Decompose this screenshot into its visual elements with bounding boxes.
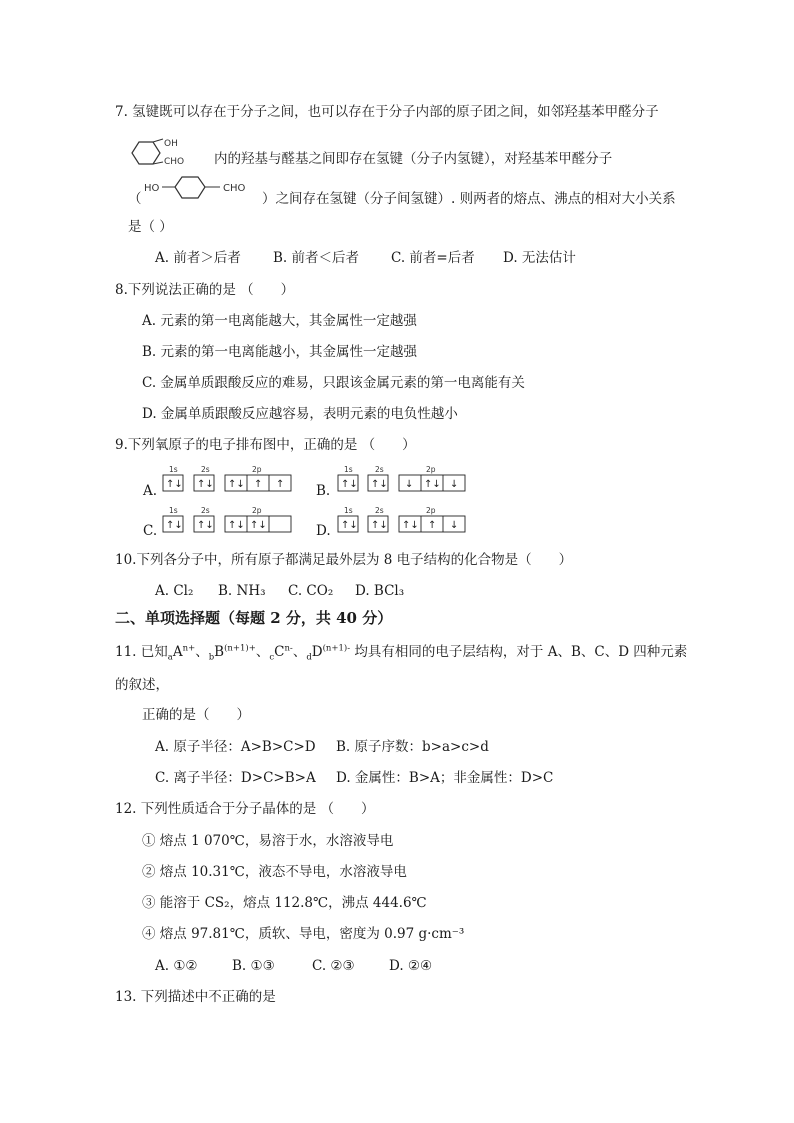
- q7-option-c: C. 前者=后者: [391, 250, 475, 266]
- q9-label-d: D.: [316, 523, 331, 539]
- svg-text:2p: 2p: [252, 506, 262, 515]
- q9-label-a: A.: [143, 483, 158, 499]
- q9-stem: 9.下列氧原子的电子排布图中，正确的是 （ ）: [115, 437, 416, 453]
- svg-text:↑↓: ↑↓: [424, 479, 441, 490]
- svg-text:↑↓: ↑↓: [197, 479, 214, 490]
- ortho-oh-label: OH: [164, 139, 178, 149]
- svg-text:↓: ↓: [405, 479, 414, 490]
- q10-option-b: B. NH₃: [218, 583, 266, 599]
- q9-label-b: B.: [316, 483, 331, 499]
- svg-text:↑↓: ↑↓: [371, 479, 388, 490]
- q8-option-d: D. 金属单质跟酸反应越容易，表明元素的电负性越小: [142, 406, 458, 422]
- svg-text:↑↓: ↑↓: [228, 520, 245, 531]
- svg-text:↑↓: ↑↓: [197, 520, 214, 531]
- svg-text:↑↓: ↑↓: [341, 520, 358, 531]
- q11-option-d: D. 金属性：B>A；非金属性：D>C: [336, 770, 554, 786]
- q12-option-d: D. ②④: [389, 958, 433, 974]
- svg-text:↑↓: ↑↓: [166, 479, 183, 490]
- q10-stem: 10.下列各分子中，所有原子都满足最外层为 8 电子结构的化合物是（ ）: [115, 552, 573, 568]
- svg-text:2p: 2p: [426, 465, 436, 474]
- q12-item-3: ③ 能溶于 CS₂，熔点 112.8℃，沸点 444.6℃: [142, 895, 427, 911]
- svg-text:2s: 2s: [201, 506, 210, 515]
- svg-text:↑: ↑: [428, 520, 437, 531]
- q7-option-d: D. 无法估计: [503, 250, 576, 266]
- svg-text:↑↓: ↑↓: [341, 479, 358, 490]
- q10-option-a: A. Cl₂: [155, 583, 194, 599]
- q8-option-c: C. 金属单质跟酸反应的难易，只跟该金属元素的第一电离能有关: [142, 375, 525, 391]
- section-heading: 二、单项选择题（每题 2 分，共 40 分）: [115, 609, 393, 627]
- q9-orbital-diagram-a: [160, 464, 295, 500]
- svg-text:1s: 1s: [169, 465, 178, 474]
- q11-option-b: B. 原子序数：b>a>c>d: [336, 739, 489, 755]
- svg-text:↓: ↓: [450, 479, 459, 490]
- q10-option-c: C. CO₂: [288, 583, 334, 599]
- q12-option-a: A. ①②: [155, 958, 198, 974]
- q12-item-4: ④ 熔点 97.81℃，质软、导电，密度为 0.97 g·cm⁻³: [142, 926, 465, 942]
- q11-line3: 正确的是（ ）: [142, 707, 250, 723]
- q12-option-b: B. ①③: [232, 958, 275, 974]
- para-ho-label: HO: [144, 183, 160, 194]
- q11-line2: 的叙述，: [115, 677, 169, 693]
- svg-text:↑↓: ↑↓: [228, 479, 245, 490]
- svg-text:2p: 2p: [426, 506, 436, 515]
- svg-text:1s: 1s: [344, 465, 353, 474]
- q9-orbital-diagram-c: [160, 505, 295, 541]
- q13-stem: 13. 下列描述中不正确的是: [115, 989, 276, 1005]
- q7-option-a: A. 前者＞后者: [155, 250, 241, 266]
- svg-text:2s: 2s: [375, 465, 384, 474]
- svg-text:2s: 2s: [375, 506, 384, 515]
- q12-item-1: ① 熔点 1 070℃，易溶于水，水溶液导电: [142, 833, 394, 849]
- para-cho-label: CHO: [223, 183, 246, 194]
- para-hydroxybenzaldehyde-structure: [140, 174, 262, 204]
- q8-option-b: B. 元素的第一电离能越小，其金属性一定越强: [142, 344, 418, 360]
- svg-text:↓: ↓: [450, 520, 459, 531]
- svg-text:↑: ↑: [276, 479, 285, 490]
- q9-label-c: C.: [143, 523, 158, 539]
- svg-text:↑↓: ↑↓: [402, 520, 419, 531]
- svg-text:↑↓: ↑↓: [250, 520, 267, 531]
- q7-line1: 7. 氢键既可以存在于分子之间，也可以存在于分子内部的原子团之间，如邻羟基苯甲醛分子: [115, 104, 659, 120]
- svg-text:2p: 2p: [252, 465, 262, 474]
- q7-line2: 内的羟基与醛基之间即存在氢键（分子内氢键），对羟基苯甲醛分子: [214, 151, 613, 167]
- q12-option-c: C. ②③: [312, 958, 355, 974]
- q11-line1: 11. 已知$_aA^{n+}$、$_bB^{(n+1)+}$、$_cC^{n-}$、$_dD^{(n+1)-}$ 均具有相同的电子层结构，对于 A、B、C、D 四种元素: [115, 643, 688, 663]
- q12-item-2: ② 熔点 10.31℃，液态不导电，水溶液导电: [142, 864, 407, 880]
- ortho-hydroxybenzaldehyde-structure: [126, 136, 196, 170]
- q7-line3: ）之间存在氢键（分子间氢键）. 则两者的熔点、沸点的相对大小关系: [262, 191, 676, 207]
- svg-text:↑↓: ↑↓: [166, 520, 183, 531]
- q9-orbital-diagram-b: [335, 464, 470, 500]
- svg-text:2s: 2s: [201, 465, 210, 474]
- ortho-cho-label: CHO: [164, 157, 185, 167]
- svg-text:1s: 1s: [169, 506, 178, 515]
- q8-stem: 8.下列说法正确的是 （ ）: [115, 282, 295, 298]
- svg-text:↑↓: ↑↓: [371, 520, 388, 531]
- svg-text:1s: 1s: [344, 506, 353, 515]
- q11-option-a: A. 原子半径：A>B>C>D: [155, 739, 316, 755]
- q7-option-b: B. 前者＜后者: [273, 250, 360, 266]
- q7-open-paren: （: [128, 191, 142, 207]
- q10-option-d: D. BCl₃: [355, 583, 405, 599]
- q9-orbital-diagram-d: [335, 505, 470, 541]
- q7-line4: 是（ ）: [128, 219, 173, 235]
- q12-stem: 12. 下列性质适合于分子晶体的是 （ ）: [115, 801, 375, 817]
- q11-option-c: C. 离子半径：D>C>B>A: [155, 770, 316, 786]
- q8-option-a: A. 元素的第一电离能越大，其金属性一定越强: [142, 313, 417, 329]
- svg-text:↑: ↑: [254, 479, 263, 490]
